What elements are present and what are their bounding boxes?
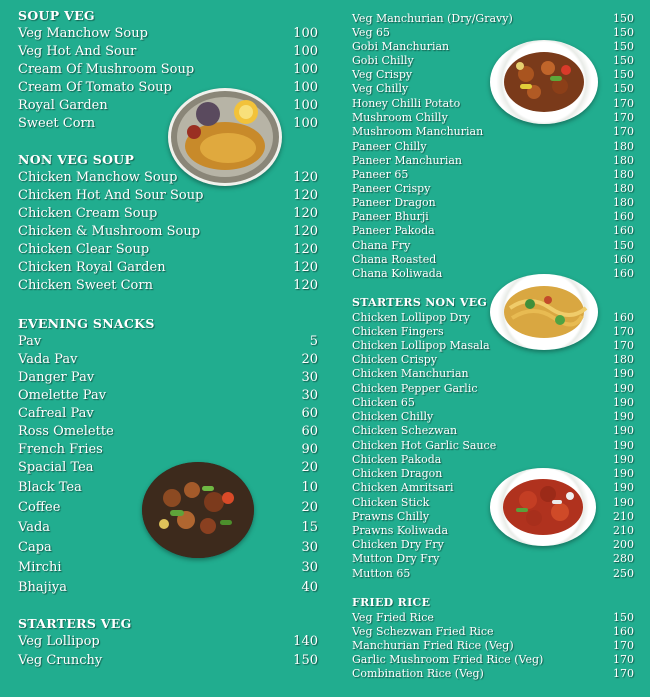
item-name: Veg Hot And Sour <box>18 44 137 59</box>
menu-item-row <box>18 560 318 575</box>
menu-item-row <box>18 278 318 293</box>
item-price: 120 <box>293 224 318 239</box>
item-name: Coffee <box>18 500 61 515</box>
item-price: 90 <box>301 442 318 457</box>
chilli-dish-image <box>142 462 254 558</box>
item-name: Veg 65 <box>352 26 390 39</box>
item-name: Veg Manchurian (Dry/Gravy) <box>352 12 513 25</box>
item-name: Paneer Bhurji <box>352 210 429 223</box>
item-price: 190 <box>613 467 634 480</box>
item-price: 120 <box>293 260 318 275</box>
item-name: Danger Pav <box>18 370 95 385</box>
thali-dish-illustration <box>168 88 282 186</box>
item-price: 160 <box>613 210 634 223</box>
item-price: 30 <box>301 560 318 575</box>
menu-item-row <box>18 170 318 185</box>
item-price: 160 <box>613 224 634 237</box>
item-name: Veg Lollipop <box>18 634 100 649</box>
menu-item-row <box>352 467 634 480</box>
item-price: 40 <box>301 580 318 595</box>
item-name: Paneer Dragon <box>352 196 436 209</box>
chicken-dish-image <box>490 468 596 546</box>
veg-starter-dish-illustration <box>490 40 598 124</box>
item-name: Chicken Hot And Sour Soup <box>18 188 204 203</box>
item-name: Chicken Dry Fry <box>352 538 444 551</box>
item-name: Chicken Royal Garden <box>18 260 166 275</box>
menu-item-row <box>18 44 318 59</box>
item-name: Veg Schezwan Fried Rice <box>352 625 494 638</box>
item-price: 60 <box>301 424 318 439</box>
menu-item-row <box>352 224 634 237</box>
item-name: Paneer 65 <box>352 168 409 181</box>
menu-item-row <box>352 439 634 452</box>
item-price: 170 <box>613 639 634 652</box>
item-price: 30 <box>301 388 318 403</box>
menu-item-row <box>352 210 634 223</box>
item-name: Chicken & Mushroom Soup <box>18 224 201 239</box>
section-heading-fried-rice: FRIED RICE <box>352 596 431 609</box>
item-price: 190 <box>613 367 634 380</box>
section-heading-soup-veg: SOUP VEG <box>18 8 95 23</box>
item-price: 20 <box>301 460 318 475</box>
item-price: 15 <box>301 520 318 535</box>
menu-item-row <box>352 410 634 423</box>
item-price: 120 <box>293 188 318 203</box>
menu-item-row <box>352 524 634 537</box>
item-price: 250 <box>613 567 634 580</box>
item-name: Chicken 65 <box>352 396 415 409</box>
item-name: Garlic Mushroom Fried Rice (Veg) <box>352 653 544 666</box>
menu-item-row <box>18 424 318 439</box>
item-price: 190 <box>613 453 634 466</box>
item-price: 150 <box>293 653 318 668</box>
item-price: 120 <box>293 278 318 293</box>
item-price: 120 <box>293 170 318 185</box>
item-name: Mirchi <box>18 560 62 575</box>
item-name: Chicken Schezwan <box>352 424 458 437</box>
item-name: Chicken Sweet Corn <box>18 278 153 293</box>
item-price: 100 <box>293 80 318 95</box>
item-name: Chicken Lollipop Masala <box>352 339 490 352</box>
menu-item-row <box>352 267 634 280</box>
item-name: Mushroom Manchurian <box>352 125 484 138</box>
menu-item-row <box>352 538 634 551</box>
item-price: 190 <box>613 496 634 509</box>
chicken-dish-illustration <box>490 468 596 546</box>
menu-item-row <box>18 26 318 41</box>
menu-item-row <box>18 260 318 275</box>
veg-starter-dish-image <box>490 40 598 124</box>
item-name: Sweet Corn <box>18 116 96 131</box>
item-price: 100 <box>293 26 318 41</box>
item-name: Vada <box>18 520 51 535</box>
item-name: Chicken Dragon <box>352 467 443 480</box>
item-price: 100 <box>293 62 318 77</box>
item-name: Chicken Hot Garlic Sauce <box>352 439 497 452</box>
item-name: Omelette Pav <box>18 388 107 403</box>
item-name: Chicken Cream Soup <box>18 206 158 221</box>
item-name: Gobi Manchurian <box>352 40 450 53</box>
item-price: 210 <box>613 510 634 523</box>
item-name: Chicken Manchurian <box>352 367 469 380</box>
item-price: 180 <box>613 353 634 366</box>
item-name: Chicken Clear Soup <box>18 242 150 257</box>
menu-item-row <box>18 352 318 367</box>
item-name: Cream Of Mushroom Soup <box>18 62 195 77</box>
item-price: 190 <box>613 481 634 494</box>
item-name: Honey Chilli Potato <box>352 97 461 110</box>
menu-item-row <box>352 140 634 153</box>
item-name: Gobi Chilly <box>352 54 414 67</box>
item-name: Paneer Chilly <box>352 140 427 153</box>
item-name: Paneer Manchurian <box>352 154 462 167</box>
menu-item-row <box>352 396 634 409</box>
menu-item-row <box>18 370 318 385</box>
menu-item-row <box>352 239 634 252</box>
thali-dish-image <box>168 88 282 186</box>
item-name: Ross Omelette <box>18 424 114 439</box>
item-price: 60 <box>301 406 318 421</box>
item-name: Mushroom Chilly <box>352 111 448 124</box>
menu-item-row <box>352 625 634 638</box>
item-price: 150 <box>613 54 634 67</box>
menu-item-row <box>352 653 634 666</box>
item-name: Vada Pav <box>18 352 78 367</box>
item-name: Prawns Chilly <box>352 510 430 523</box>
item-name: Paneer Crispy <box>352 182 431 195</box>
menu-item-row <box>18 442 318 457</box>
item-price: 150 <box>613 611 634 624</box>
item-name: Manchurian Fried Rice (Veg) <box>352 639 514 652</box>
item-name: Mutton 65 <box>352 567 411 580</box>
item-price: 160 <box>613 267 634 280</box>
item-name: Mutton Dry Fry <box>352 552 440 565</box>
item-name: Veg Crunchy <box>18 653 103 668</box>
item-price: 190 <box>613 410 634 423</box>
item-price: 5 <box>309 334 318 349</box>
item-name: Chicken Manchow Soup <box>18 170 178 185</box>
menu-item-row <box>352 453 634 466</box>
item-price: 150 <box>613 82 634 95</box>
item-price: 100 <box>293 116 318 131</box>
item-name: Cafreal Pav <box>18 406 94 421</box>
item-name: Chana Roasted <box>352 253 437 266</box>
section-heading-non-veg-soup: NON VEG SOUP <box>18 152 135 167</box>
item-price: 160 <box>613 625 634 638</box>
item-price: 190 <box>613 439 634 452</box>
item-name: Pav <box>18 334 42 349</box>
item-price: 20 <box>301 500 318 515</box>
item-price: 180 <box>613 168 634 181</box>
item-name: Cream Of Tomato Soup <box>18 80 172 95</box>
item-name: Paneer Pakoda <box>352 224 435 237</box>
menu-item-row <box>18 653 318 668</box>
item-name: Chana Fry <box>352 239 411 252</box>
item-price: 140 <box>293 634 318 649</box>
item-name: Bhajiya <box>18 580 67 595</box>
menu-item-row <box>352 611 634 624</box>
menu-item-row <box>352 639 634 652</box>
item-price: 180 <box>613 182 634 195</box>
menu-item-row <box>352 339 634 352</box>
item-name: Black Tea <box>18 480 82 495</box>
menu-item-row <box>352 168 634 181</box>
item-name: Chicken Chilly <box>352 410 434 423</box>
menu-item-row <box>18 242 318 257</box>
section-heading-starters-non-veg: STARTERS NON VEG <box>352 296 488 309</box>
item-price: 100 <box>293 44 318 59</box>
item-price: 170 <box>613 339 634 352</box>
item-price: 150 <box>613 239 634 252</box>
menu-item-row <box>18 224 318 239</box>
item-name: Chana Koliwada <box>352 267 443 280</box>
item-price: 180 <box>613 154 634 167</box>
item-price: 280 <box>613 552 634 565</box>
item-name: Combination Rice (Veg) <box>352 667 484 680</box>
menu-item-row <box>352 196 634 209</box>
menu-item-row <box>352 154 634 167</box>
menu-item-row <box>18 188 318 203</box>
item-price: 10 <box>301 480 318 495</box>
menu-item-row <box>18 634 318 649</box>
item-price: 170 <box>613 325 634 338</box>
item-price: 120 <box>293 206 318 221</box>
item-price: 150 <box>613 68 634 81</box>
section-heading-evening-snacks: EVENING SNACKS <box>18 316 155 331</box>
menu-item-row <box>352 382 634 395</box>
item-price: 170 <box>613 667 634 680</box>
item-name: Chicken Stick <box>352 496 430 509</box>
menu-item-row <box>352 567 634 580</box>
section-heading-starters-veg: STARTERS VEG <box>18 616 132 631</box>
item-name: Chicken Amritsari <box>352 481 454 494</box>
menu-item-row <box>352 367 634 380</box>
item-name: Prawns Koliwada <box>352 524 449 537</box>
item-name: Chicken Pakoda <box>352 453 442 466</box>
item-name: Spacial Tea <box>18 460 94 475</box>
menu-item-row <box>352 125 634 138</box>
item-name: Chicken Crispy <box>352 353 438 366</box>
item-price: 160 <box>613 311 634 324</box>
menu-item-row <box>352 353 634 366</box>
item-price: 150 <box>613 40 634 53</box>
item-name: Chicken Pepper Garlic <box>352 382 478 395</box>
item-price: 170 <box>613 97 634 110</box>
item-price: 30 <box>301 370 318 385</box>
menu-item-row <box>352 40 634 53</box>
menu-item-row <box>352 667 634 680</box>
menu-item-row <box>18 406 318 421</box>
item-price: 120 <box>293 242 318 257</box>
item-price: 200 <box>613 538 634 551</box>
menu-item-row <box>18 580 318 595</box>
item-price: 170 <box>613 111 634 124</box>
item-name: Royal Garden <box>18 98 108 113</box>
item-price: 160 <box>613 253 634 266</box>
noodle-dish-illustration <box>490 274 598 350</box>
menu-item-row <box>352 26 634 39</box>
item-price: 180 <box>613 196 634 209</box>
menu-item-row <box>352 111 634 124</box>
menu-item-row <box>352 424 634 437</box>
item-price: 150 <box>613 26 634 39</box>
menu-item-row <box>352 552 634 565</box>
item-price: 190 <box>613 382 634 395</box>
chilli-dish-illustration <box>142 462 254 558</box>
menu-item-row <box>352 12 634 25</box>
item-price: 180 <box>613 140 634 153</box>
item-name: Veg Fried Rice <box>352 611 434 624</box>
item-price: 100 <box>293 98 318 113</box>
item-name: Veg Manchow Soup <box>18 26 148 41</box>
item-price: 170 <box>613 125 634 138</box>
noodle-dish-image <box>490 274 598 350</box>
menu-item-row <box>18 334 318 349</box>
item-price: 170 <box>613 653 634 666</box>
item-name: Veg Chilly <box>352 82 409 95</box>
item-name: Chicken Lollipop Dry <box>352 311 470 324</box>
item-name: Capa <box>18 540 52 555</box>
menu-item-row <box>18 80 318 95</box>
item-price: 30 <box>301 540 318 555</box>
menu-item-row <box>18 388 318 403</box>
item-price: 190 <box>613 424 634 437</box>
menu-item-row <box>352 182 634 195</box>
menu-item-row <box>18 206 318 221</box>
item-price: 20 <box>301 352 318 367</box>
item-price: 190 <box>613 396 634 409</box>
menu-item-row <box>352 253 634 266</box>
item-price: 210 <box>613 524 634 537</box>
item-price: 150 <box>613 12 634 25</box>
item-name: Veg Crispy <box>352 68 413 81</box>
item-name: French Fries <box>18 442 103 457</box>
item-name: Chicken Fingers <box>352 325 444 338</box>
menu-item-row <box>18 62 318 77</box>
